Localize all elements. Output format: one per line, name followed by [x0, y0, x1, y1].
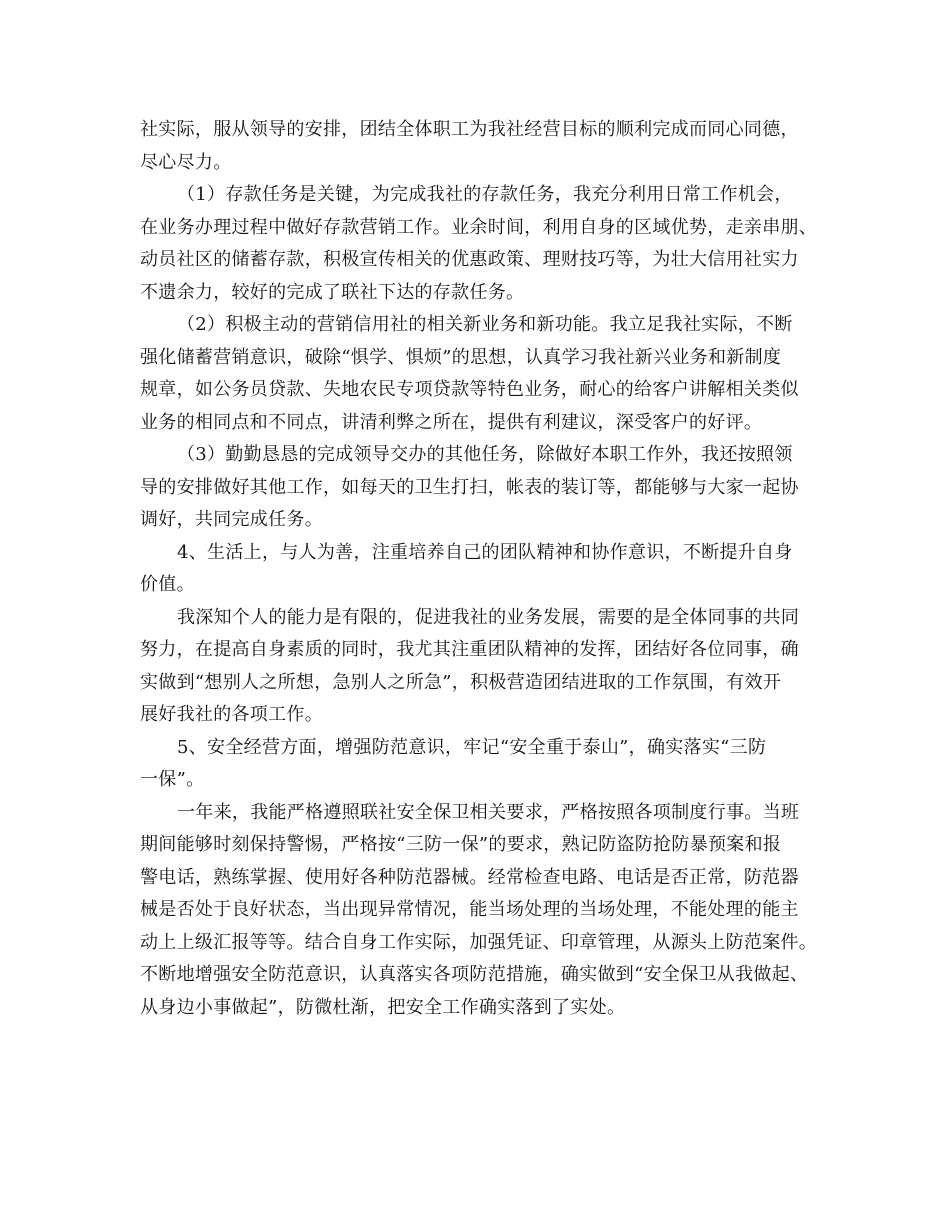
text-line: 社实际，服从领导的安排，团结全体职工为我社经营目标的顺利完成而同心同德， — [140, 119, 799, 140]
paragraph — [140, 439, 820, 537]
text-line: 强化储蓄营销意识，破除“惧学、惧烦”的思想，认真学习我社新兴业务和新制度 — [140, 346, 782, 368]
text-line: 我深知个人的能力是有限的，促进我社的业务发展，需要的是全体同事的共同 — [177, 606, 800, 628]
text-line: 价值。 — [140, 574, 195, 595]
text-line: 械是否处于良好状态，当出现异常情况，能当场处理的当场处理，不能处理的能主 — [140, 899, 799, 920]
document-body — [140, 114, 820, 1024]
text-line: 一保”。 — [140, 769, 205, 790]
text-line: 导的安排做好其他工作，如每天的卫生打扫，帐表的装订等，都能够与大家一起协 — [140, 476, 799, 498]
text-line: 业务的相同点和不同点，讲清利弊之所在，提供有利建议，深受客户的好评。 — [140, 411, 763, 433]
text-line: （1）存款任务是关键，为完成我社的存款任务，我充分利用日常工作机会， — [177, 184, 793, 205]
text-line: 从身边小事做起”，防微杜渐，把安全工作确实落到了实处。 — [140, 996, 626, 1018]
paragraph — [140, 797, 820, 1025]
text-line: 展好我社的各项工作。 — [140, 704, 323, 725]
paragraph — [140, 537, 820, 602]
paragraph — [140, 309, 820, 439]
text-line: 努力，在提高自身素质的同时，我尤其注重团队精神的发挥，团结好各位同事，确 — [140, 639, 799, 660]
text-line: （3）勤勤恳恳的完成领导交办的其他任务，除做好本职工作外，我还按照领 — [177, 444, 793, 465]
text-line: 不遗余力，较好的完成了联社下达的存款任务。 — [140, 281, 525, 303]
paragraph — [140, 179, 820, 309]
text-line: 一年来，我能严格遵照联社安全保卫相关要求，严格按照各项制度行事。当班 — [177, 801, 800, 823]
text-line: 动上上级汇报等等。结合自身工作实际，加强凭证、印章管理，从源头上防范案件。 — [140, 931, 818, 953]
text-line: 警电话，熟练掌握、使用好各种防范器械。经常检查电路、电话是否正常，防范器 — [140, 866, 799, 888]
text-line: 实做到“想别人之所想，急别人之所急”，积极营造团结进取的工作氛围，有效开 — [140, 671, 782, 693]
text-line: 不断地增强安全防范意识，认真落实各项防范措施，确实做到“安全保卫从我做起、 — [140, 964, 809, 985]
paragraph — [140, 732, 820, 797]
text-line: 动员社区的储蓄存款，积极宣传相关的优惠政策、理财技巧等，为壮大信用社实力 — [140, 249, 799, 270]
text-line: 尽心尽力。 — [140, 151, 232, 173]
paragraph — [140, 602, 820, 732]
text-line: 规章，如公务员贷款、失地农民专项贷款等特色业务，耐心的给客户讲解相关类似 — [140, 379, 799, 400]
paragraph — [140, 114, 820, 179]
text-line: 期间能够时刻保持警惕，严格按“三防一保”的要求，熟记防盗防抢防暴预案和报 — [140, 834, 782, 855]
text-line: 5、安全经营方面，增强防范意识，牢记“安全重于泰山”，确实落实“三防 — [177, 736, 767, 758]
text-line: （2）积极主动的营销信用社的相关新业务和新功能。我立足我社实际，不断 — [177, 314, 793, 335]
text-line: 调好，共同完成任务。 — [140, 509, 323, 530]
text-line: 在业务办理过程中做好存款营销工作。业余时间，利用自身的区域优势，走亲串朋、 — [140, 216, 818, 238]
text-line: 4、生活上，与人为善，注重培养自己的团队精神和协作意识，不断提升自身 — [177, 541, 793, 563]
